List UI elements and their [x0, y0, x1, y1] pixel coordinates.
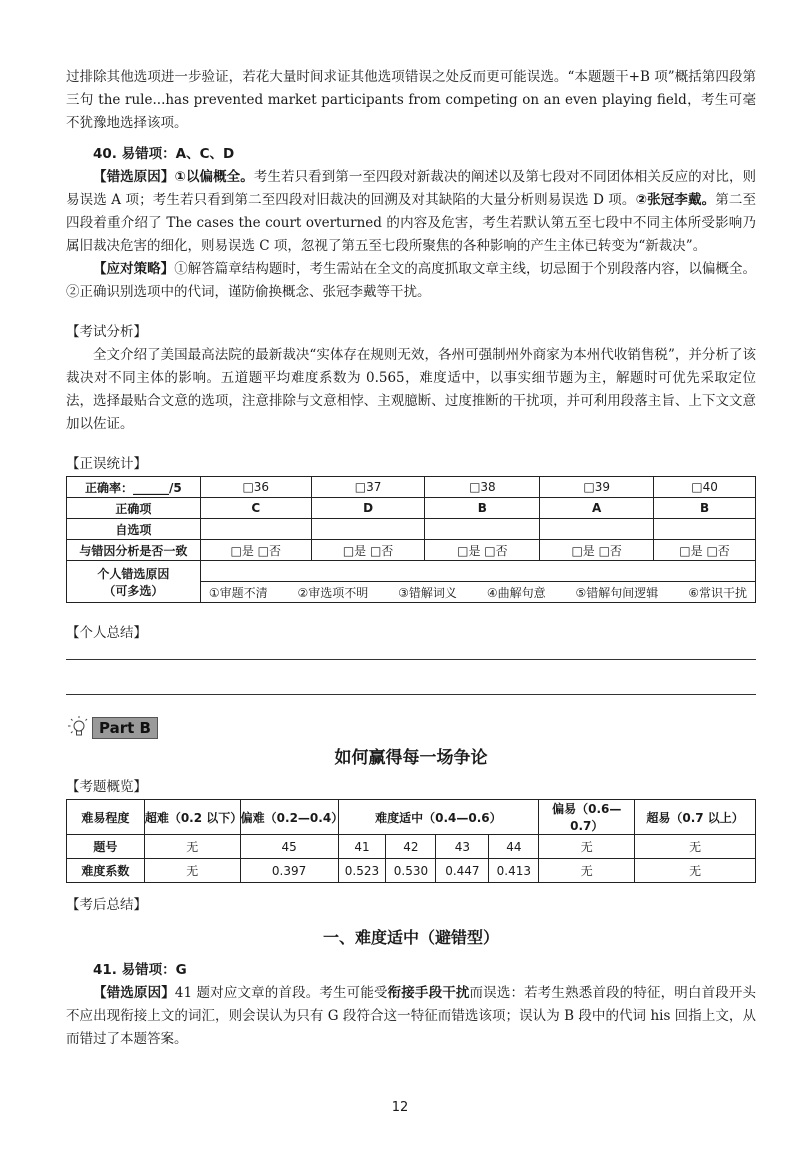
stats-label: 【正误统计】 [66, 456, 147, 472]
question-checkbox-37[interactable]: □37 [311, 477, 425, 498]
table-cell: 45 [240, 835, 338, 859]
table-row [67, 561, 756, 582]
analysis-text: 全文介绍了美国最高法院的最新裁决“实体存在规则无效，各州可强制州外商家为本州代收销售税”，并分析了该裁决对不同主体的影响。五道题平均难度系数为 0.565，难度适中，以事实细节题为主，解题时可优先采取定位法，选择最贴合文意的选项，注意排除与文意相悖、主观臆断、过度推断的干扰项，并可利用段落主旨、上下文文意加以佐证。 [66, 347, 756, 432]
q40-reason-tag: 【错选原因】 [93, 169, 175, 185]
summary-line-2[interactable] [66, 660, 756, 695]
part-b-header [66, 715, 756, 741]
after-exam-label: 【考后总结】 [66, 897, 147, 913]
table-cell: 无 [635, 835, 756, 859]
reason-blank[interactable] [200, 561, 755, 582]
table-cell: 0.447 [436, 859, 489, 883]
correct-answer: D [311, 498, 425, 519]
row-label: 题号 [67, 835, 145, 859]
match-checkbox[interactable]: □是 □否 [654, 540, 756, 561]
header-cell: 超易（0.7 以上） [635, 800, 756, 835]
q41-reason-post: 而误选：若考生熟悉首段的特征，明白首段开头不应出现衔接上文的词汇，则会误认为只有 G 段符合这一特征而错选该项；误认为 B 段中的代词 his 回指上文，从而错过了本题答案。 [66, 985, 757, 1047]
table-cell: 0.530 [386, 859, 436, 883]
reason-option[interactable]: ④曲解句意 [486, 585, 546, 600]
reason-option[interactable]: ②审选项不明 [297, 585, 369, 600]
part-b-title: 如何赢得每一场争论 [334, 748, 488, 768]
q40-strategy-tag: 【应对策略】 [93, 261, 175, 277]
q41-reason-pre: 41 题对应文章的首段。考生可能受 [174, 985, 388, 1001]
self-answer-field[interactable] [654, 519, 756, 540]
overview-label: 【考题概览】 [66, 779, 147, 795]
q41-reason-tag: 【错选原因】 [93, 985, 175, 1001]
table-cell: 43 [436, 835, 489, 859]
reason-option[interactable]: ①审题不清 [208, 585, 268, 600]
match-checkbox[interactable]: □是 □否 [200, 540, 311, 561]
reason-options [200, 582, 755, 603]
part-b-badge: Part B [92, 717, 158, 739]
table-cell: 42 [386, 835, 436, 859]
row-label [67, 561, 201, 603]
q40-title: 40. 易错项：A、C、D [93, 146, 235, 162]
lightbulb-icon [66, 715, 88, 741]
summary-line-1[interactable] [66, 645, 756, 660]
header-cell: 难度适中（0.4—0.6） [338, 800, 539, 835]
question-checkbox-40[interactable]: □40 [654, 477, 756, 498]
table-row [67, 498, 756, 519]
q41-title: 41. 易错项：G [93, 962, 187, 978]
table-cell: 41 [338, 835, 386, 859]
table-row [67, 835, 756, 859]
q40-strategy-text: ①解答篇章结构题时，考生需站在全文的高度抓取文章主线，切忌囿于个别段落内容，以偏概全。②正确识别选项中的代词，谨防偷换概念、张冠李戴等干扰。 [66, 261, 756, 300]
summary-label: 【个人总结】 [66, 625, 147, 641]
correct-answer: C [200, 498, 311, 519]
q40-reason-lead: ①以偏概全。 [174, 169, 254, 185]
table-row [67, 519, 756, 540]
reason-label-line2: （可多选） [103, 583, 164, 598]
section-title: 一、难度适中（避错型） [322, 928, 499, 947]
table-row [67, 800, 756, 835]
table-row [67, 477, 756, 498]
correct-answer: A [540, 498, 654, 519]
analysis-label: 【考试分析】 [66, 324, 147, 340]
match-checkbox[interactable]: □是 □否 [311, 540, 425, 561]
self-answer-field[interactable] [200, 519, 311, 540]
reason-label-line1: 个人错选原因 [97, 566, 170, 581]
page-number: 12 [391, 1100, 409, 1115]
reason-option[interactable]: ⑤错解句间逻辑 [575, 585, 659, 600]
table-cell: 0.523 [338, 859, 386, 883]
self-answer-field[interactable] [425, 519, 540, 540]
reason-option[interactable]: ⑥常识干扰 [688, 585, 747, 600]
q41-reason [66, 982, 756, 1051]
table-cell: 无 [539, 835, 635, 859]
row-label: 正确项 [67, 498, 201, 519]
match-checkbox[interactable]: □是 □否 [425, 540, 540, 561]
row-label: 难度系数 [67, 859, 145, 883]
header-cell: 偏难（0.2—0.4） [240, 800, 338, 835]
q40-reason [66, 166, 756, 258]
stats-table [66, 476, 756, 603]
intro-paragraph: 过排除其他选项进一步验证，若花大量时间求证其他选项错误之处反而更可能误选。“本题题干+B 项”概括第四段第三句 the rule...has prevented market participants from competing on an even playing field，考生可毫不犹豫地选择该项。 [66, 69, 756, 131]
difficulty-table [66, 799, 756, 883]
match-checkbox[interactable]: □是 □否 [540, 540, 654, 561]
table-cell: 无 [539, 859, 635, 883]
q40-strategy [66, 258, 756, 304]
header-cell: 难易程度 [67, 800, 145, 835]
table-cell: 无 [144, 835, 240, 859]
row-label: 与错因分析是否一致 [67, 540, 201, 561]
question-checkbox-38[interactable]: □38 [425, 477, 540, 498]
question-checkbox-39[interactable]: □39 [540, 477, 654, 498]
table-row [67, 859, 756, 883]
q40-reason-lead2: ②张冠李戴。 [635, 192, 716, 208]
page-content [66, 66, 756, 1051]
reason-option[interactable]: ③错解词义 [398, 585, 457, 600]
q41-reason-bold: 衔接手段干扰 [387, 985, 470, 1001]
table-cell: 0.413 [489, 859, 539, 883]
header-cell: 超难（0.2 以下） [144, 800, 240, 835]
row-label: 自选项 [67, 519, 201, 540]
table-cell: 0.397 [240, 859, 338, 883]
q40-reason-text1: 考生若只看到第一至四段对新裁决的阐述以及第七段对不同团体相关反应的对比，则易误选 A 项；考生若只看到第二至四段对旧裁决的回溯及对其缺陷的大量分析则易误选 D 项。 [66, 169, 757, 208]
accuracy-cell[interactable]: 正确率：______/5 [67, 477, 201, 498]
table-cell: 无 [635, 859, 756, 883]
table-cell: 44 [489, 835, 539, 859]
table-cell: 无 [144, 859, 240, 883]
self-answer-field[interactable] [540, 519, 654, 540]
question-checkbox-36[interactable]: □36 [200, 477, 311, 498]
correct-answer: B [425, 498, 540, 519]
header-cell: 偏易（0.6—0.7） [539, 800, 635, 835]
q40-reason-text2: 第二至四段着重介绍了 The cases the court overturned 的内容及危害，考生若默认第五至七段中不同主体所受影响乃属旧裁决危害的细化，则易误选 C 项，忽视了第五至七段所聚焦的各种影响的产生主体已转变为“新裁决”。 [66, 192, 756, 254]
self-answer-field[interactable] [311, 519, 425, 540]
table-row [67, 540, 756, 561]
correct-answer: B [654, 498, 756, 519]
